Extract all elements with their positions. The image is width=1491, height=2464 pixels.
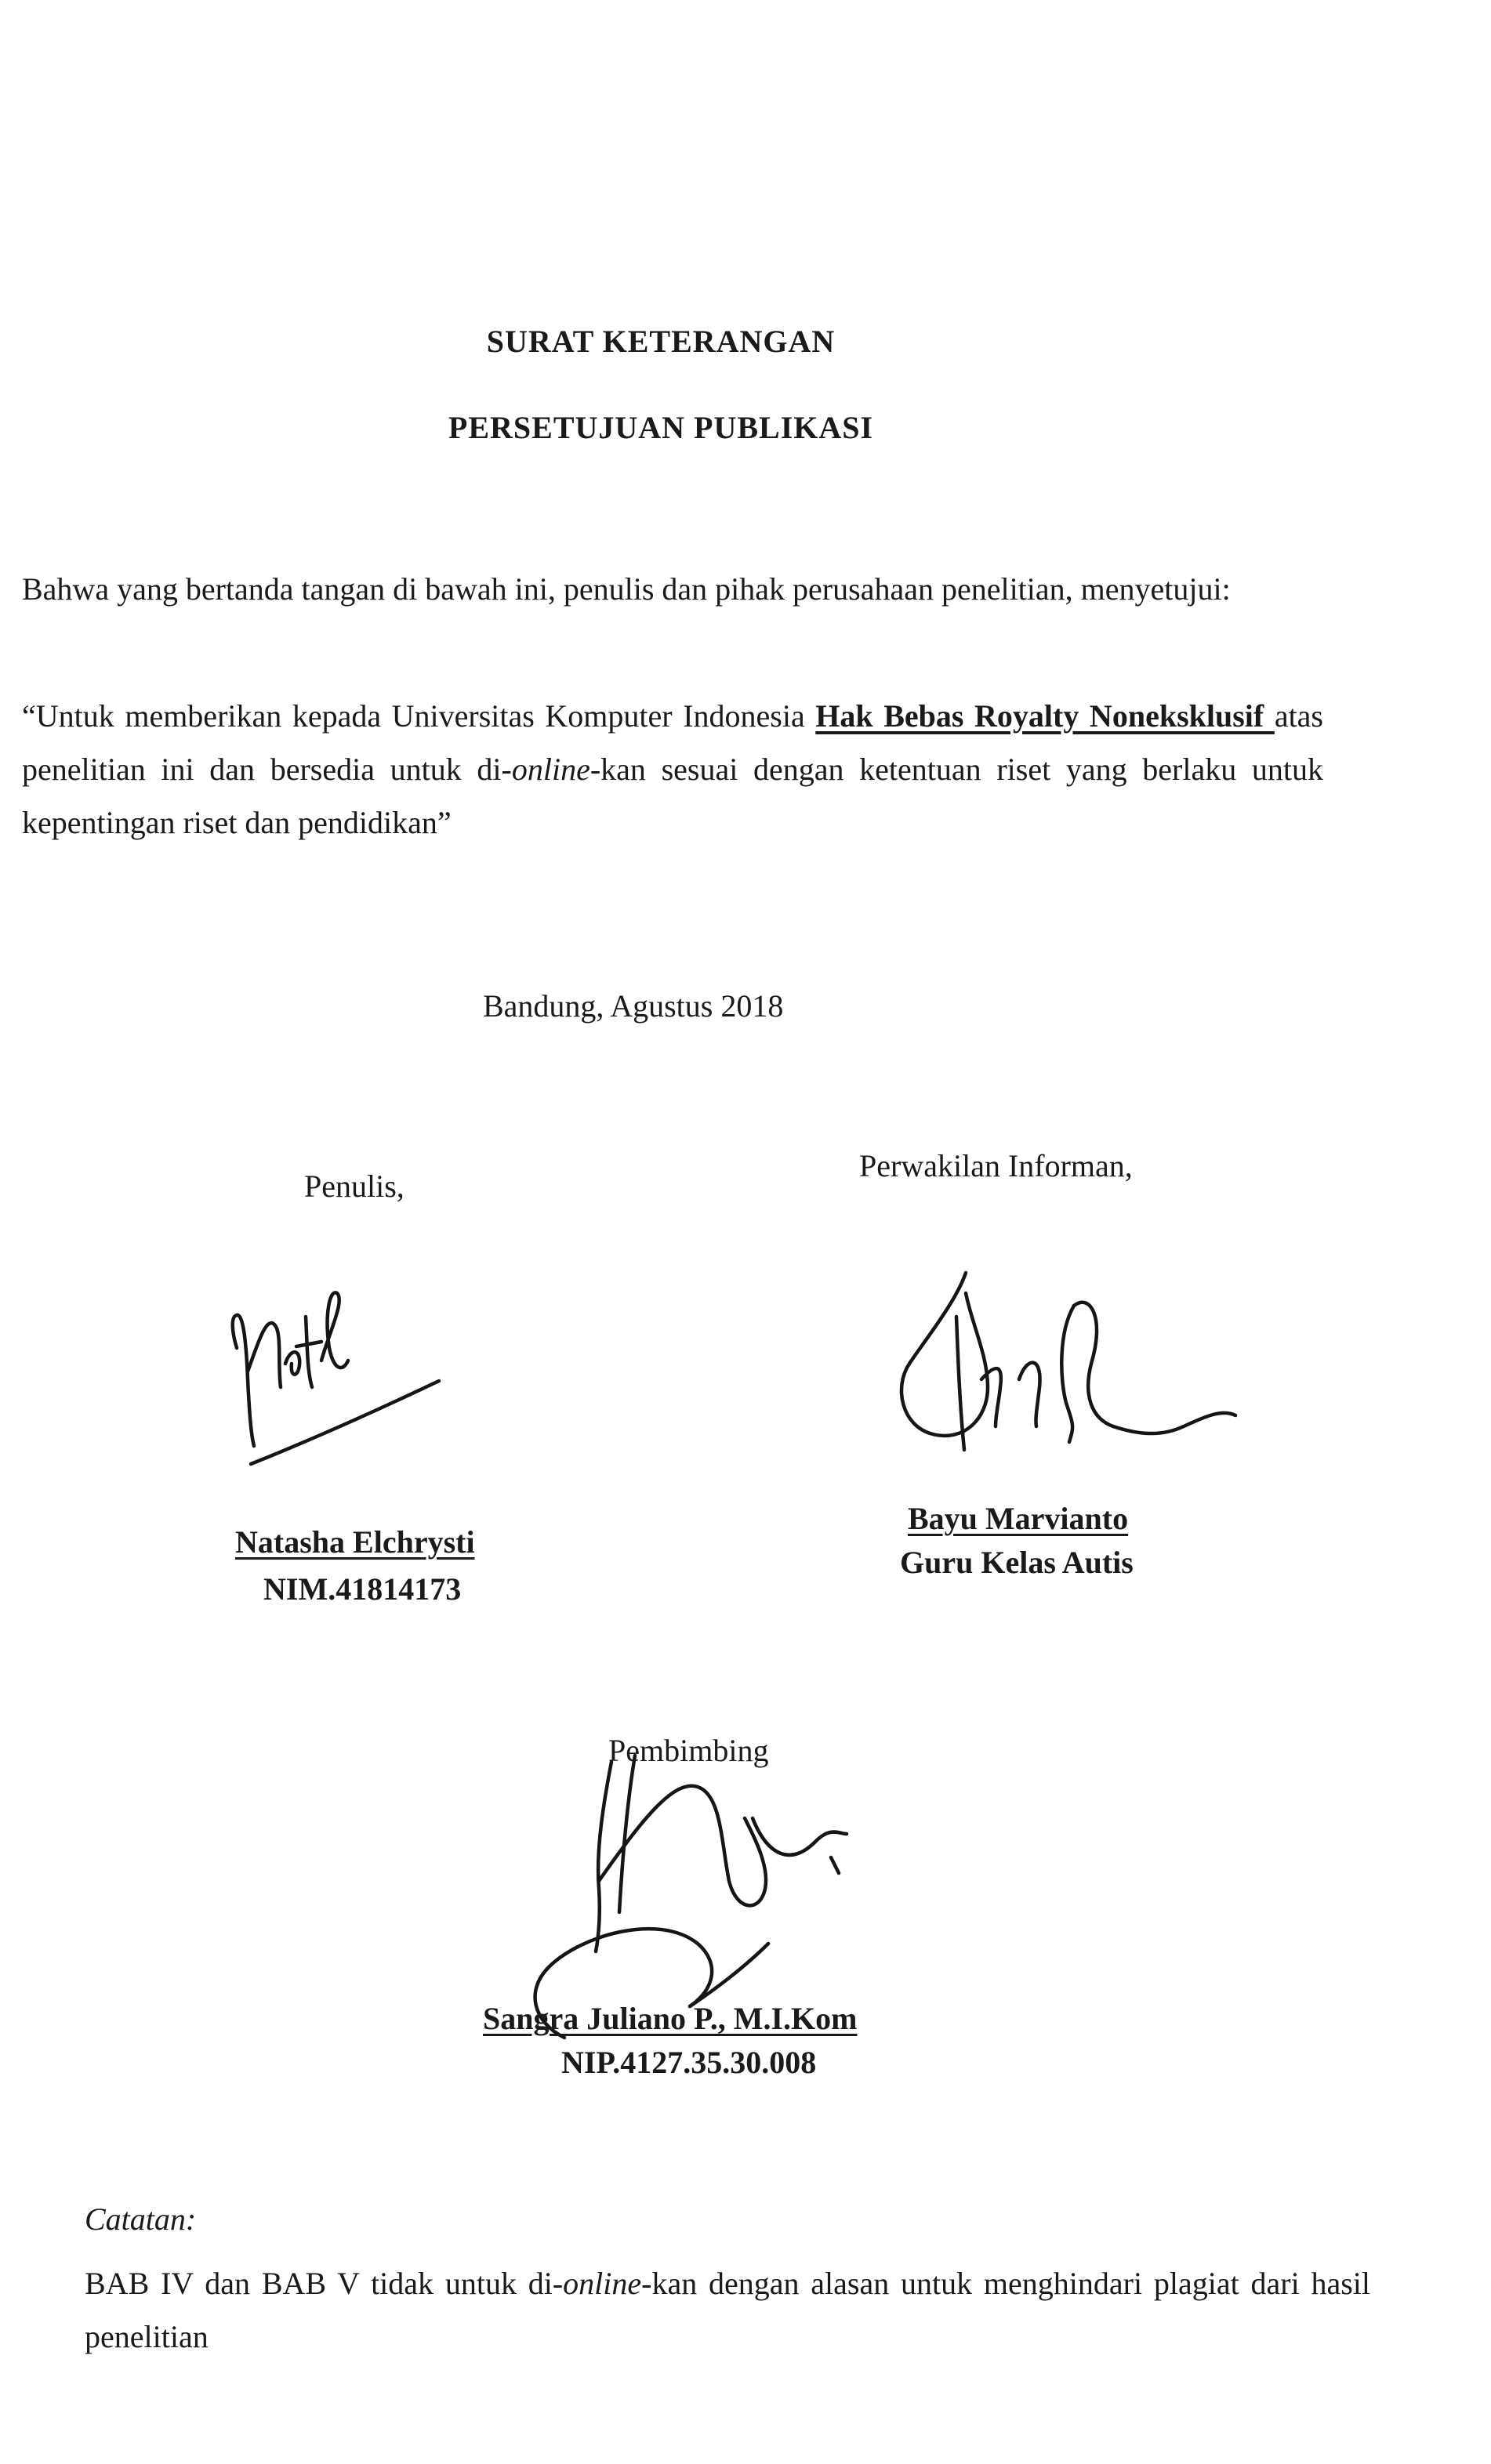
place-date: Bandung, Agustus 2018 xyxy=(483,988,784,1024)
pembimbing-nip: NIP.4127.35.30.008 xyxy=(561,2045,817,2080)
document-subtitle: PERSETUJUAN PUBLIKASI xyxy=(448,410,874,445)
pembimbing-label: Pembimbing xyxy=(608,1733,769,1768)
note-label: Catatan: xyxy=(85,2201,197,2237)
quote-rights-term: Hak Bebas Royalty Noneksklusif xyxy=(815,698,1275,734)
note-italic-online: online xyxy=(563,2266,642,2301)
quote-text-1: “Untuk memberikan kepada Universitas Komputer Indonesia xyxy=(22,698,816,734)
intro-paragraph: Bahwa yang bertanda tangan di bawah ini, penulis dan pihak perusahaan penelitian, menyetujui: xyxy=(22,571,1231,607)
penulis-signature xyxy=(219,1285,455,1473)
pembimbing-name: Sangra Juliano P., M.I.Kom xyxy=(483,2001,858,2036)
informan-name: Bayu Marvianto xyxy=(908,1501,1129,1536)
penulis-label: Penulis, xyxy=(304,1169,404,1204)
penulis-nim: NIM.41814173 xyxy=(263,1571,462,1607)
note-text-1: BAB IV dan BAB V tidak untuk di- xyxy=(85,2266,564,2301)
informan-signature xyxy=(878,1270,1246,1473)
document-title: SURAT KETERANGAN xyxy=(486,324,836,359)
note-text-2: -kan dengan alasan untuk menghindari plagiat dari hasil penelitian xyxy=(85,2266,1371,2354)
note-text xyxy=(85,2257,1370,2364)
penulis-name: Natasha Elchrysti xyxy=(235,1524,475,1560)
quote-text-2: atas penelitian ini dan bersedia untuk di- xyxy=(22,698,1323,787)
quote-italic-online: online xyxy=(511,752,590,787)
informan-label: Perwakilan Informan, xyxy=(859,1148,1133,1183)
informan-position: Guru Kelas Autis xyxy=(900,1545,1134,1580)
quote-text-3: -kan sesuai dengan ketentuan riset yang berlaku untuk kepentingan riset dan pendidikan” xyxy=(22,752,1323,840)
approval-quote xyxy=(22,690,1323,850)
